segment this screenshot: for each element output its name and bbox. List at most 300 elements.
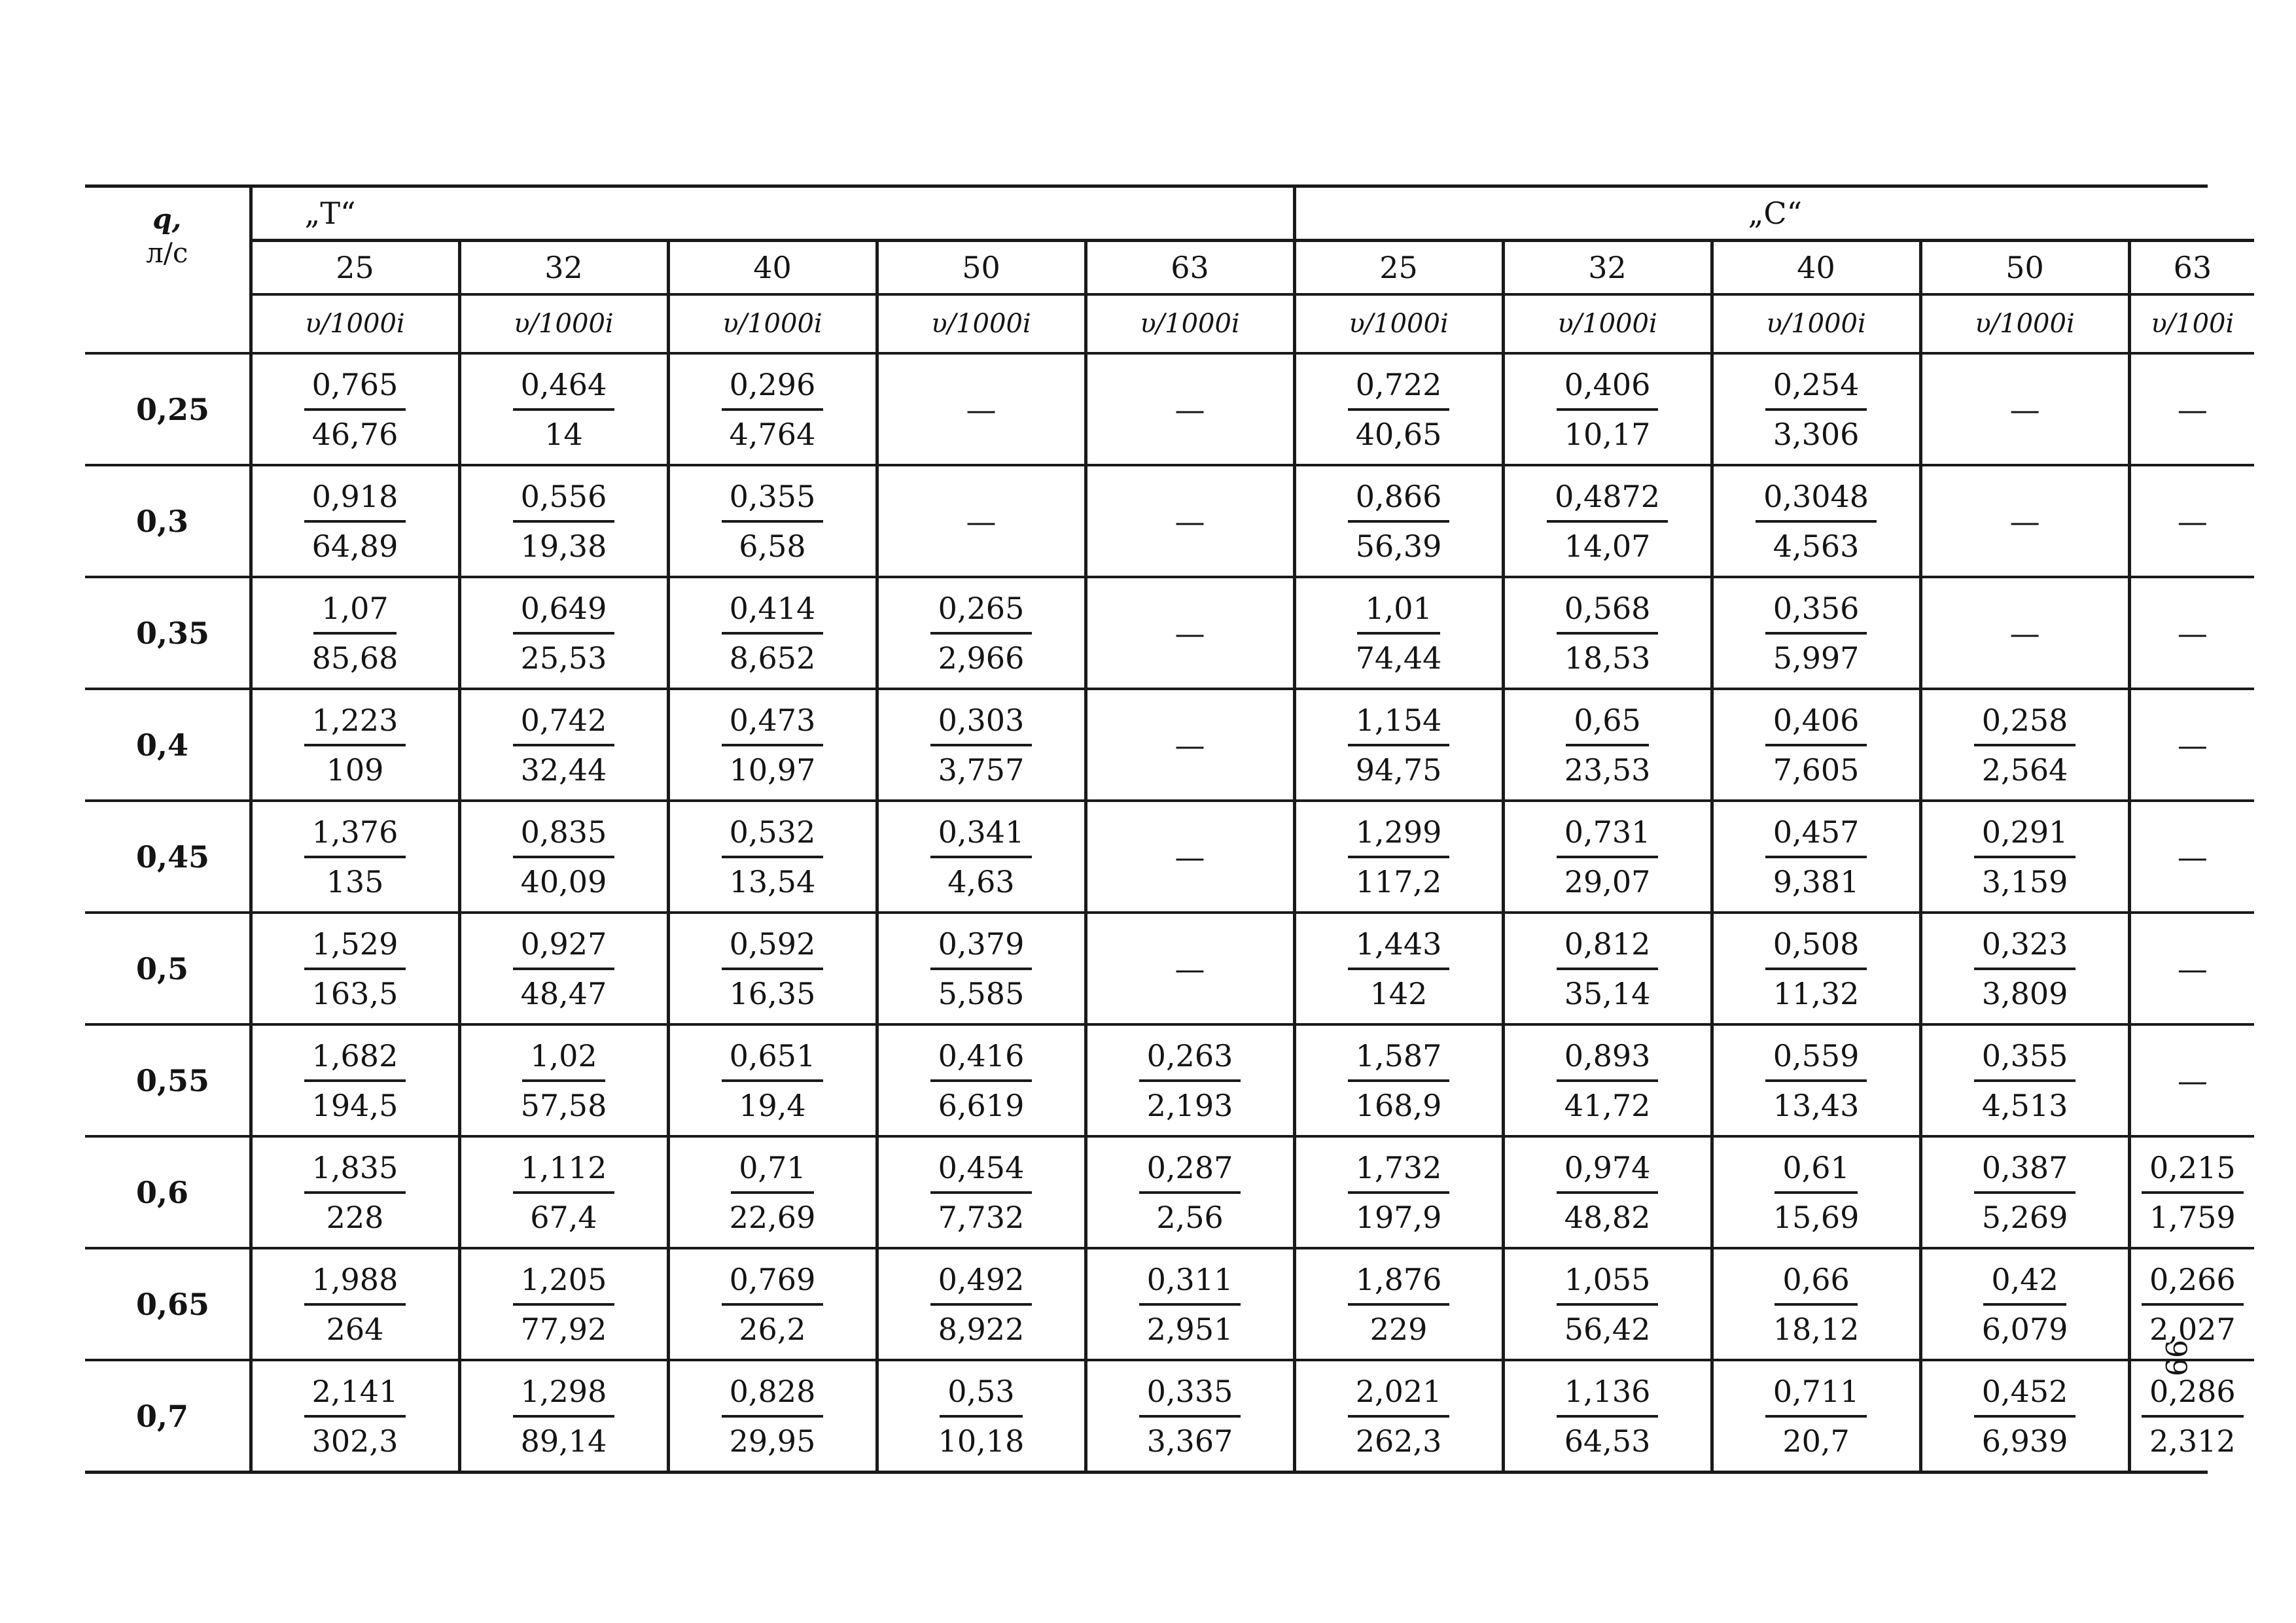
table-cell bbox=[459, 1136, 668, 1248]
unit-label: υ/1000i bbox=[1140, 309, 1240, 339]
velocity-loss-fraction bbox=[304, 365, 406, 454]
velocity-value: 0,452 bbox=[1974, 1372, 2076, 1418]
head-loss-value: 11,32 bbox=[1773, 975, 1860, 1011]
velocity-loss-fraction bbox=[304, 1036, 406, 1125]
table-cell bbox=[877, 465, 1086, 577]
unit-label: υ/100i bbox=[2151, 309, 2234, 339]
velocity-value: 0,42 bbox=[1983, 1260, 2066, 1306]
velocity-value: 1,01 bbox=[1357, 589, 1439, 635]
table-cell bbox=[1712, 1360, 1920, 1471]
table-cell bbox=[459, 577, 668, 689]
empty-dash: — bbox=[1174, 503, 1205, 539]
empty-dash: — bbox=[2177, 391, 2208, 427]
velocity-loss-fraction bbox=[513, 589, 615, 678]
velocity-value: 1,587 bbox=[1348, 1036, 1450, 1082]
velocity-loss-fraction bbox=[1348, 589, 1450, 678]
velocity-value: 0,416 bbox=[930, 1036, 1033, 1082]
empty-dash: — bbox=[2009, 503, 2040, 539]
head-loss-value: 262,3 bbox=[1355, 1423, 1442, 1459]
velocity-loss-fraction bbox=[304, 477, 406, 566]
velocity-loss-fraction bbox=[722, 1372, 824, 1461]
velocity-value: 0,974 bbox=[1557, 1148, 1659, 1194]
head-loss-value: 6,939 bbox=[1981, 1423, 2068, 1459]
table-cell bbox=[459, 1248, 668, 1360]
velocity-value: 0,356 bbox=[1765, 589, 1867, 635]
velocity-loss-fraction bbox=[722, 1036, 824, 1125]
velocity-loss-fraction bbox=[513, 1036, 615, 1125]
velocity-value: 0,556 bbox=[513, 477, 615, 523]
diameter-header: 40 bbox=[1712, 241, 1920, 295]
velocity-loss-fraction bbox=[1974, 812, 2076, 901]
velocity-loss-fraction bbox=[1974, 1260, 2076, 1349]
table-cell bbox=[2129, 801, 2254, 913]
table-cell bbox=[1294, 353, 1503, 465]
table-cell bbox=[251, 353, 459, 465]
head-loss-value: 7,605 bbox=[1773, 752, 1860, 788]
velocity-value: 0,464 bbox=[513, 365, 615, 411]
table-cell bbox=[1920, 577, 2129, 689]
velocity-value: 0,265 bbox=[930, 589, 1033, 635]
head-loss-value: 14,07 bbox=[1564, 528, 1651, 564]
velocity-loss-fraction bbox=[513, 365, 615, 454]
velocity-loss-fraction bbox=[722, 589, 824, 678]
velocity-value: 0,266 bbox=[2142, 1260, 2244, 1306]
velocity-loss-fraction bbox=[930, 812, 1033, 901]
table-cell bbox=[1294, 1024, 1503, 1136]
velocity-value: 0,711 bbox=[1765, 1372, 1867, 1418]
head-loss-value: 64,53 bbox=[1564, 1423, 1651, 1459]
velocity-loss-fraction bbox=[930, 1148, 1033, 1237]
head-loss-value: 109 bbox=[326, 752, 384, 788]
velocity-value: 0,414 bbox=[722, 589, 824, 635]
table-row bbox=[85, 465, 2254, 577]
velocity-value: 1,223 bbox=[304, 701, 406, 746]
velocity-value: 0,731 bbox=[1557, 812, 1659, 858]
velocity-value: 1,835 bbox=[304, 1148, 406, 1194]
flow-rate-cell: 0,65 bbox=[85, 1248, 251, 1360]
table-cell bbox=[251, 465, 459, 577]
velocity-value: 0,61 bbox=[1775, 1148, 1857, 1194]
velocity-value: 0,592 bbox=[722, 924, 824, 970]
empty-dash: — bbox=[2177, 951, 2208, 986]
velocity-loss-fraction bbox=[1557, 924, 1659, 1013]
head-loss-value: 10,97 bbox=[729, 752, 816, 788]
velocity-loss-fraction bbox=[722, 1148, 824, 1237]
table-cell bbox=[1920, 913, 2129, 1024]
unit-header bbox=[1294, 294, 1503, 353]
unit-header-row bbox=[85, 294, 2254, 353]
head-loss-value: 29,07 bbox=[1564, 864, 1651, 899]
head-loss-value: 4,764 bbox=[729, 416, 816, 452]
head-loss-value: 22,69 bbox=[729, 1199, 816, 1235]
velocity-loss-fraction bbox=[1348, 924, 1450, 1013]
velocity-loss-fraction bbox=[1348, 1260, 1450, 1349]
head-loss-value: 77,92 bbox=[520, 1311, 607, 1347]
velocity-value: 0,296 bbox=[722, 365, 824, 411]
head-loss-value: 2,312 bbox=[2149, 1423, 2236, 1459]
table-cell bbox=[1294, 1248, 1503, 1360]
unit-label: υ/1000i bbox=[1975, 309, 2075, 339]
table-cell bbox=[877, 577, 1086, 689]
velocity-value: 0,291 bbox=[1974, 812, 2076, 858]
head-loss-value: 3,757 bbox=[938, 752, 1025, 788]
table-cell bbox=[251, 913, 459, 1024]
velocity-loss-fraction bbox=[513, 1148, 615, 1237]
empty-dash: — bbox=[1174, 727, 1205, 763]
empty-dash: — bbox=[2177, 615, 2208, 651]
velocity-loss-fraction bbox=[1348, 365, 1450, 454]
velocity-value: 1,02 bbox=[522, 1036, 605, 1082]
velocity-loss-fraction bbox=[1765, 1372, 1867, 1461]
diameter-header: 25 bbox=[251, 241, 459, 295]
velocity-loss-fraction bbox=[1765, 1148, 1867, 1237]
table-cell bbox=[877, 1024, 1086, 1136]
table-row bbox=[85, 801, 2254, 913]
head-loss-value: 6,079 bbox=[1981, 1311, 2068, 1347]
head-loss-value: 3,809 bbox=[1981, 975, 2068, 1011]
flow-rate-unit: л/с bbox=[146, 237, 188, 269]
head-loss-value: 15,69 bbox=[1773, 1199, 1860, 1235]
table-cell bbox=[668, 1136, 877, 1248]
head-loss-value: 5,269 bbox=[1981, 1199, 2068, 1235]
group-header-t: „Т“ bbox=[251, 188, 1294, 241]
velocity-loss-fraction bbox=[1974, 1372, 2076, 1461]
velocity-loss-fraction bbox=[304, 1148, 406, 1237]
head-loss-value: 142 bbox=[1369, 975, 1428, 1011]
head-loss-value: 18,53 bbox=[1564, 640, 1651, 676]
velocity-value: 0,4872 bbox=[1547, 477, 1668, 523]
table-cell bbox=[1086, 913, 1294, 1024]
table-cell bbox=[1086, 1248, 1294, 1360]
head-loss-value: 19,4 bbox=[739, 1087, 806, 1123]
table-cell bbox=[1503, 577, 1712, 689]
velocity-value: 1,136 bbox=[1557, 1372, 1659, 1418]
head-loss-value: 8,652 bbox=[729, 640, 816, 676]
velocity-value: 0,387 bbox=[1974, 1148, 2076, 1194]
table-cell bbox=[1920, 1024, 2129, 1136]
velocity-value: 0,835 bbox=[513, 812, 615, 858]
velocity-value: 0,492 bbox=[930, 1260, 1033, 1306]
velocity-loss-fraction bbox=[2142, 1372, 2244, 1461]
empty-dash: — bbox=[1174, 391, 1205, 427]
head-loss-value: 3,306 bbox=[1773, 416, 1860, 452]
velocity-value: 0,742 bbox=[513, 701, 615, 746]
velocity-loss-fraction bbox=[1557, 365, 1659, 454]
table-cell bbox=[1503, 1024, 1712, 1136]
table-cell bbox=[1920, 465, 2129, 577]
velocity-value: 0,65 bbox=[1566, 701, 1648, 746]
table-cell bbox=[2129, 1136, 2254, 1248]
page-number: 99 bbox=[2159, 1340, 2192, 1376]
velocity-value: 0,53 bbox=[940, 1372, 1022, 1418]
head-loss-value: 40,09 bbox=[520, 864, 607, 899]
head-loss-value: 117,2 bbox=[1355, 864, 1442, 899]
unit-label: υ/1000i bbox=[931, 309, 1031, 339]
velocity-value: 0,355 bbox=[1974, 1036, 2076, 1082]
velocity-value: 0,866 bbox=[1348, 477, 1450, 523]
table-cell bbox=[1086, 1024, 1294, 1136]
head-loss-value: 1,759 bbox=[2149, 1199, 2236, 1235]
velocity-loss-fraction bbox=[304, 1260, 406, 1349]
diameter-header: 50 bbox=[1920, 241, 2129, 295]
velocity-loss-fraction bbox=[1765, 701, 1867, 790]
head-loss-value: 168,9 bbox=[1355, 1087, 1442, 1123]
head-loss-value: 4,513 bbox=[1981, 1087, 2068, 1123]
velocity-loss-fraction bbox=[1139, 1260, 1241, 1349]
flow-rate-symbol: q, bbox=[152, 203, 182, 235]
unit-header bbox=[251, 294, 459, 353]
table-cell bbox=[877, 353, 1086, 465]
table-cell bbox=[459, 353, 668, 465]
velocity-value: 1,529 bbox=[304, 924, 406, 970]
velocity-loss-fraction bbox=[513, 701, 615, 790]
velocity-loss-fraction bbox=[1348, 1148, 1450, 1237]
flow-rate-cell: 0,6 bbox=[85, 1136, 251, 1248]
velocity-value: 0,457 bbox=[1765, 812, 1867, 858]
velocity-loss-fraction bbox=[304, 1372, 406, 1461]
empty-dash: — bbox=[1174, 839, 1205, 875]
table-cell bbox=[251, 801, 459, 913]
table-cell bbox=[877, 801, 1086, 913]
velocity-value: 0,355 bbox=[722, 477, 824, 523]
velocity-loss-fraction bbox=[1765, 924, 1867, 1013]
head-loss-value: 48,47 bbox=[520, 975, 607, 1011]
empty-dash: — bbox=[2177, 503, 2208, 539]
table-row bbox=[85, 689, 2254, 801]
velocity-value: 2,141 bbox=[304, 1372, 406, 1418]
velocity-value: 1,112 bbox=[513, 1148, 615, 1194]
table-cell bbox=[1712, 1248, 1920, 1360]
velocity-loss-fraction bbox=[1348, 1036, 1450, 1125]
velocity-loss-fraction bbox=[304, 701, 406, 790]
table-cell bbox=[1920, 1360, 2129, 1471]
empty-dash: — bbox=[1174, 615, 1205, 651]
head-loss-value: 16,35 bbox=[729, 975, 816, 1011]
velocity-loss-fraction bbox=[2142, 1148, 2244, 1237]
table-cell bbox=[877, 1248, 1086, 1360]
velocity-loss-fraction bbox=[1547, 477, 1668, 566]
head-loss-value: 35,14 bbox=[1564, 975, 1651, 1011]
table-cell bbox=[1503, 1136, 1712, 1248]
velocity-loss-fraction bbox=[1765, 812, 1867, 901]
table-cell bbox=[1294, 801, 1503, 913]
velocity-loss-fraction bbox=[1557, 812, 1659, 901]
unit-label: υ/1000i bbox=[722, 309, 822, 339]
velocity-value: 0,508 bbox=[1765, 924, 1867, 970]
velocity-value: 0,769 bbox=[722, 1260, 824, 1306]
diameter-header: 63 bbox=[2129, 241, 2254, 295]
table-cell bbox=[668, 913, 877, 1024]
velocity-value: 0,532 bbox=[722, 812, 824, 858]
head-loss-value: 14 bbox=[544, 416, 583, 452]
table-cell bbox=[251, 1024, 459, 1136]
head-loss-value: 197,9 bbox=[1355, 1199, 1442, 1235]
velocity-value: 1,299 bbox=[1348, 812, 1450, 858]
table-cell bbox=[1294, 913, 1503, 1024]
velocity-value: 1,154 bbox=[1348, 701, 1450, 746]
head-loss-value: 4,563 bbox=[1773, 528, 1860, 564]
velocity-loss-fraction bbox=[2142, 1260, 2244, 1349]
head-loss-value: 56,39 bbox=[1355, 528, 1442, 564]
velocity-value: 0,918 bbox=[304, 477, 406, 523]
head-loss-value: 40,65 bbox=[1355, 416, 1442, 452]
table-row bbox=[85, 1136, 2254, 1248]
velocity-loss-fraction bbox=[513, 924, 615, 1013]
head-loss-value: 56,42 bbox=[1564, 1311, 1651, 1347]
unit-header bbox=[668, 294, 877, 353]
velocity-loss-fraction bbox=[1557, 1260, 1659, 1349]
velocity-loss-fraction bbox=[930, 1372, 1033, 1461]
flow-rate-cell: 0,35 bbox=[85, 577, 251, 689]
velocity-loss-fraction bbox=[1557, 1148, 1659, 1237]
flow-rate-cell: 0,7 bbox=[85, 1360, 251, 1471]
head-loss-value: 194,5 bbox=[311, 1087, 398, 1123]
table-cell bbox=[251, 1136, 459, 1248]
head-loss-value: 18,12 bbox=[1773, 1311, 1860, 1347]
velocity-loss-fraction bbox=[304, 924, 406, 1013]
table-cell bbox=[1712, 353, 1920, 465]
velocity-value: 1,205 bbox=[513, 1260, 615, 1306]
head-loss-value: 48,82 bbox=[1564, 1199, 1651, 1235]
velocity-value: 0,287 bbox=[1139, 1148, 1241, 1194]
empty-dash: — bbox=[2009, 615, 2040, 651]
head-loss-value: 228 bbox=[326, 1199, 384, 1235]
table-cell bbox=[1920, 801, 2129, 913]
table-cell bbox=[1294, 577, 1503, 689]
diameter-header: 25 bbox=[1294, 241, 1503, 295]
head-loss-value: 3,367 bbox=[1146, 1423, 1233, 1459]
table-cell bbox=[1503, 913, 1712, 1024]
head-loss-value: 264 bbox=[326, 1311, 384, 1347]
diameter-header: 32 bbox=[1503, 241, 1712, 295]
velocity-loss-fraction bbox=[1765, 365, 1867, 454]
table-row bbox=[85, 913, 2254, 1024]
table-cell bbox=[1503, 1360, 1712, 1471]
head-loss-value: 8,922 bbox=[938, 1311, 1025, 1347]
head-loss-value: 74,44 bbox=[1355, 640, 1442, 676]
head-loss-value: 5,997 bbox=[1773, 640, 1860, 676]
group-header-row bbox=[85, 188, 2254, 241]
velocity-loss-fraction bbox=[930, 589, 1033, 678]
velocity-value: 1,732 bbox=[1348, 1148, 1450, 1194]
table-cell bbox=[668, 577, 877, 689]
flow-rate-cell: 0,55 bbox=[85, 1024, 251, 1136]
table-cell bbox=[1294, 689, 1503, 801]
table-cell bbox=[2129, 913, 2254, 1024]
head-loss-value: 5,585 bbox=[938, 975, 1025, 1011]
table-cell bbox=[668, 465, 877, 577]
table-cell bbox=[1920, 1136, 2129, 1248]
velocity-value: 0,311 bbox=[1139, 1260, 1241, 1306]
velocity-loss-fraction bbox=[1557, 1372, 1659, 1461]
velocity-loss-fraction bbox=[513, 1260, 615, 1349]
velocity-loss-fraction bbox=[930, 1260, 1033, 1349]
head-loss-value: 6,619 bbox=[938, 1087, 1025, 1123]
table-cell bbox=[877, 1360, 1086, 1471]
head-loss-value: 2,966 bbox=[938, 640, 1025, 676]
unit-label: υ/1000i bbox=[1766, 309, 1866, 339]
velocity-value: 1,07 bbox=[313, 589, 396, 635]
head-loss-value: 94,75 bbox=[1355, 752, 1442, 788]
table-cell bbox=[877, 689, 1086, 801]
velocity-loss-fraction bbox=[1765, 1260, 1867, 1349]
head-loss-value: 46,76 bbox=[311, 416, 398, 452]
velocity-loss-fraction bbox=[1348, 1372, 1450, 1461]
velocity-loss-fraction bbox=[930, 701, 1033, 790]
velocity-value: 1,988 bbox=[304, 1260, 406, 1306]
table-cell bbox=[1086, 801, 1294, 913]
head-loss-value: 13,43 bbox=[1773, 1087, 1860, 1123]
table-cell bbox=[2129, 689, 2254, 801]
table-cell bbox=[251, 689, 459, 801]
velocity-loss-fraction bbox=[722, 924, 824, 1013]
velocity-loss-fraction bbox=[304, 812, 406, 901]
table-cell bbox=[1503, 801, 1712, 913]
velocity-value: 1,376 bbox=[304, 812, 406, 858]
velocity-loss-fraction bbox=[513, 1372, 615, 1461]
table-cell bbox=[877, 1136, 1086, 1248]
table-body bbox=[85, 353, 2254, 1471]
unit-header bbox=[1503, 294, 1712, 353]
velocity-value: 0,568 bbox=[1557, 589, 1659, 635]
velocity-loss-fraction bbox=[304, 589, 406, 678]
head-loss-value: 26,2 bbox=[739, 1311, 806, 1347]
head-loss-value: 64,89 bbox=[311, 528, 398, 564]
velocity-loss-fraction bbox=[1348, 812, 1450, 901]
velocity-value: 0,335 bbox=[1139, 1372, 1241, 1418]
velocity-loss-fraction bbox=[722, 701, 824, 790]
table-cell bbox=[1086, 465, 1294, 577]
velocity-value: 1,055 bbox=[1557, 1260, 1659, 1306]
velocity-value: 0,66 bbox=[1775, 1260, 1857, 1306]
velocity-value: 0,473 bbox=[722, 701, 824, 746]
head-loss-value: 163,5 bbox=[311, 975, 398, 1011]
table-cell bbox=[1503, 689, 1712, 801]
velocity-value: 0,651 bbox=[722, 1036, 824, 1082]
table-cell bbox=[668, 801, 877, 913]
table-row bbox=[85, 1024, 2254, 1136]
unit-header bbox=[1086, 294, 1294, 353]
table-cell bbox=[1712, 801, 1920, 913]
head-loss-value: 57,58 bbox=[520, 1087, 607, 1123]
head-loss-value: 9,381 bbox=[1773, 864, 1860, 899]
head-loss-value: 3,159 bbox=[1981, 864, 2068, 899]
table-cell bbox=[1086, 353, 1294, 465]
flow-rate-cell: 0,45 bbox=[85, 801, 251, 913]
table-cell bbox=[2129, 353, 2254, 465]
empty-dash: — bbox=[1174, 951, 1205, 986]
unit-header bbox=[1712, 294, 1920, 353]
diameter-header: 32 bbox=[459, 241, 668, 295]
table-cell bbox=[251, 1248, 459, 1360]
empty-dash: — bbox=[2177, 839, 2208, 875]
head-loss-value: 229 bbox=[1369, 1311, 1428, 1347]
velocity-value: 0,765 bbox=[304, 365, 406, 411]
head-loss-value: 2,027 bbox=[2149, 1311, 2236, 1347]
velocity-value: 0,406 bbox=[1765, 701, 1867, 746]
empty-dash: — bbox=[966, 503, 997, 539]
table-cell bbox=[2129, 1360, 2254, 1471]
velocity-loss-fraction bbox=[1348, 477, 1450, 566]
table-cell bbox=[1086, 577, 1294, 689]
table-cell bbox=[668, 1360, 877, 1471]
velocity-value: 0,323 bbox=[1974, 924, 2076, 970]
empty-dash: — bbox=[2009, 391, 2040, 427]
velocity-value: 0,454 bbox=[930, 1148, 1033, 1194]
table-cell bbox=[1294, 1360, 1503, 1471]
velocity-loss-fraction bbox=[513, 477, 615, 566]
table-row bbox=[85, 1248, 2254, 1360]
